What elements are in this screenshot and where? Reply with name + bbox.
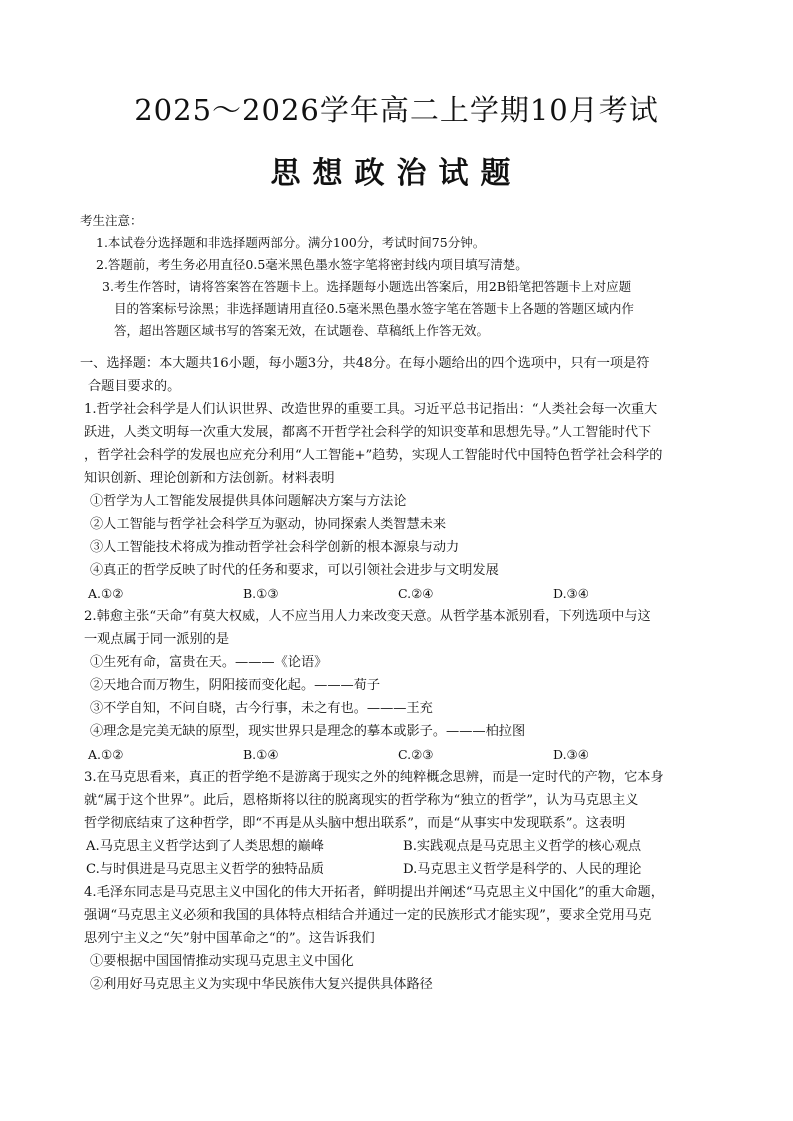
choice-b: B.①④	[243, 747, 279, 762]
exam-title: 2025～2026学年高二上学期10月考试	[134, 93, 659, 127]
question-stem: 哲学彻底结束了这种哲学，即“不再是从头脑中想出联系”，而是“从事实中发现联系”。这表明	[84, 816, 626, 831]
statement-option: ①哲学为人工智能发展提供具体问题解决方案与方法论	[90, 494, 407, 509]
choice-a: A.马克思主义哲学达到了人类思想的巅峰	[86, 839, 324, 854]
choice-a: A.①②	[88, 747, 124, 762]
choice-d: D.马克思主义哲学是科学的、人民的理论	[403, 862, 642, 877]
statement-option: ②人工智能与哲学社会科学互为驱动，协同探索人类智慧未来	[90, 517, 447, 532]
choice-c: C.②③	[398, 747, 434, 762]
choice-d: D.③④	[553, 586, 589, 601]
statement-option: ①要根据中国国情推动实现马克思主义中国化	[90, 954, 354, 969]
answer-choices	[86, 858, 720, 881]
answer-choices	[86, 835, 720, 858]
section-heading-continued: 合题目要求的。	[88, 379, 181, 394]
question-1	[80, 398, 720, 605]
question-stem: 4.毛泽东同志是马克思主义中国化的伟大开拓者，鲜明提出并阐述“马克思主义中国化”的重大命题，	[84, 885, 664, 900]
notice-item: 2.答题前，考生务必用直径0.5毫米黑色墨水签字笔将密封线内项目填写清楚。	[96, 257, 528, 272]
choice-c: C.②④	[398, 586, 434, 601]
statement-option: ②天地合而万物生，阴阳接而变化起。———荀子	[90, 678, 381, 693]
question-stem: 3.在马克思看来，真正的哲学绝不是游离于现实之外的纯粹概念思辨，而是一定时代的产物，它本身	[84, 770, 664, 785]
question-stem: 就“属于这个世界”。此后，恩格斯将以往的脱离现实的哲学称为“独立的哲学”，认为马克思主义	[84, 793, 639, 808]
answer-choices	[88, 743, 720, 766]
notice-item-continued: 答，超出答题区域书写的答案无效，在试题卷、草稿纸上作答无效。	[114, 323, 490, 338]
question-stem: 跃进，人类文明每一次重大发展，都离不开哲学社会科学的知识变革和思想先导。”人工智能时代下	[84, 425, 652, 440]
notice-item: 1.本试卷分选择题和非选择题两部分。满分100分，考试时间75分钟。	[96, 235, 486, 250]
question-3	[80, 766, 720, 881]
section-heading: 一、选择题：本大题共16小题，每小题3分，共48分。在每小题给出的四个选项中，只有一项是符	[80, 356, 650, 371]
statement-option: ①生死有命，富贵在天。———《论语》	[90, 655, 328, 670]
notice-heading: 考生注意：	[80, 213, 143, 228]
answer-choices	[88, 582, 720, 605]
question-stem: ，哲学社会科学的发展也应充分利用“人工智能+”趋势，实现人工智能时代中国特色哲学社会科学的	[84, 448, 663, 463]
choice-b: B.实践观点是马克思主义哲学的核心观点	[403, 839, 642, 854]
choice-a: A.①②	[88, 586, 124, 601]
choice-b: B.①③	[243, 586, 279, 601]
question-2	[80, 605, 720, 766]
question-stem: 强调“马克思主义必须和我国的具体特点相结合并通过一定的民族形式才能实现”，要求全党用马克	[84, 908, 652, 923]
exam-body	[80, 352, 720, 996]
statement-option: ④理念是完美无缺的原型，现实世界只是理念的摹本或影子。———柏拉图	[90, 724, 526, 739]
exam-subject-title: 思想政治试题	[270, 156, 523, 191]
statement-option: ③人工智能技术将成为推动哲学社会科学创新的根本源泉与动力	[90, 540, 460, 555]
question-stem: 知识创新、理论创新和方法创新。材料表明	[84, 471, 335, 486]
statement-option: ②利用好马克思主义为实现中华民族伟大复兴提供具体路径	[90, 977, 433, 992]
candidate-notice	[80, 210, 720, 342]
question-stem: 2.韩愈主张“天命”有莫大权威，人不应当用人力来改变天意。从哲学基本派别看，下列选项中与这	[84, 609, 651, 624]
choice-c: C.与时俱进是马克思主义哲学的独特品质	[86, 862, 324, 877]
question-4	[80, 881, 720, 996]
notice-item: 3.考生作答时，请将答案答在答题卡上。选择题每小题选出答案后，用2B铅笔把答题卡上对应题	[102, 279, 632, 294]
statement-option: ③不学自知，不问自晓，古今行事，未之有也。———王充	[90, 701, 433, 716]
choice-d: D.③④	[553, 747, 589, 762]
question-stem: 一观点属于同一派别的是	[84, 632, 230, 647]
question-stem: 思列宁主义之“矢”射中国革命之“的”。这告诉我们	[84, 931, 375, 946]
statement-option: ④真正的哲学反映了时代的任务和要求，可以引领社会进步与文明发展	[90, 563, 499, 578]
question-stem: 1.哲学社会科学是人们认识世界、改造世界的重要工具。习近平总书记指出：“人类社会每一次重大	[84, 402, 658, 417]
notice-item-continued: 目的答案标号涂黑；非选择题请用直径0.5毫米黑色墨水签字笔在答题卡上各题的答题区域内作	[114, 301, 634, 316]
